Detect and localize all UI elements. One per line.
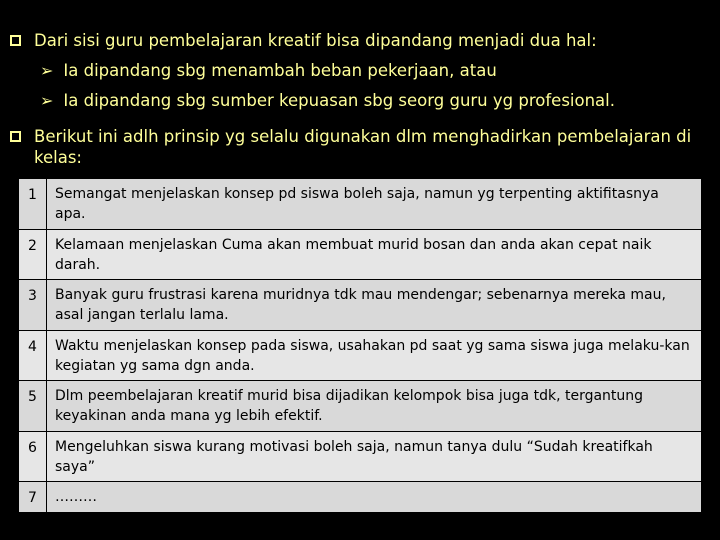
row-text: ……… <box>47 482 702 513</box>
row-number: 2 <box>19 230 47 280</box>
row-number: 7 <box>19 482 47 513</box>
bullet-2 <box>10 126 700 168</box>
arrow-bullet-icon: ➢ <box>40 91 54 110</box>
sub-bullet-1 <box>40 60 497 81</box>
bullet-1-text: Dari sisi guru pembelajaran kreatif bisa dipandang menjadi dua hal: <box>34 31 597 50</box>
table-row <box>19 331 702 381</box>
table-row <box>19 179 702 230</box>
bullet-2-text: Berikut ini adlh prinsip yg selalu digunakan dlm menghadirkan pembelajaran di kelas: <box>34 127 692 167</box>
table-row <box>19 280 702 331</box>
principles-table <box>18 178 702 513</box>
table-row <box>19 432 702 482</box>
row-number: 3 <box>19 280 47 331</box>
sub-bullet-1-text: Ia dipandang sbg menambah beban pekerjaan, atau <box>63 61 497 80</box>
row-number: 4 <box>19 331 47 381</box>
bullet-1 <box>10 30 597 51</box>
row-number: 5 <box>19 381 47 432</box>
row-text: Kelamaan menjelaskan Cuma akan membuat murid bosan dan anda akan cepat naik darah. <box>47 230 702 280</box>
table-row <box>19 230 702 280</box>
row-number: 6 <box>19 432 47 482</box>
row-text: Mengeluhkan siswa kurang motivasi boleh saja, namun tanya dulu “Sudah kreatifkah saya” <box>47 432 702 482</box>
sub-bullet-2 <box>40 90 615 111</box>
table-row <box>19 381 702 432</box>
square-bullet-icon <box>10 131 21 142</box>
table-row <box>19 482 702 513</box>
arrow-bullet-icon: ➢ <box>40 61 54 80</box>
sub-bullet-2-text: Ia dipandang sbg sumber kepuasan sbg seorg guru yg profesional. <box>63 91 615 110</box>
row-text: Waktu menjelaskan konsep pada siswa, usahakan pd saat yg sama siswa juga melaku-kan kegiatan yg sama dgn anda. <box>47 331 702 381</box>
square-bullet-icon <box>10 35 21 46</box>
row-text: Dlm peembelajaran kreatif murid bisa dijadikan kelompok bisa juga tdk, tergantung keyakinan anda mana yg lebih efektif. <box>47 381 702 432</box>
row-number: 1 <box>19 179 47 230</box>
row-text: Semangat menjelaskan konsep pd siswa boleh saja, namun yg terpenting aktifitasnya apa. <box>47 179 702 230</box>
row-text: Banyak guru frustrasi karena muridnya tdk mau mendengar; sebenarnya mereka mau, asal jangan terlalu lama. <box>47 280 702 331</box>
